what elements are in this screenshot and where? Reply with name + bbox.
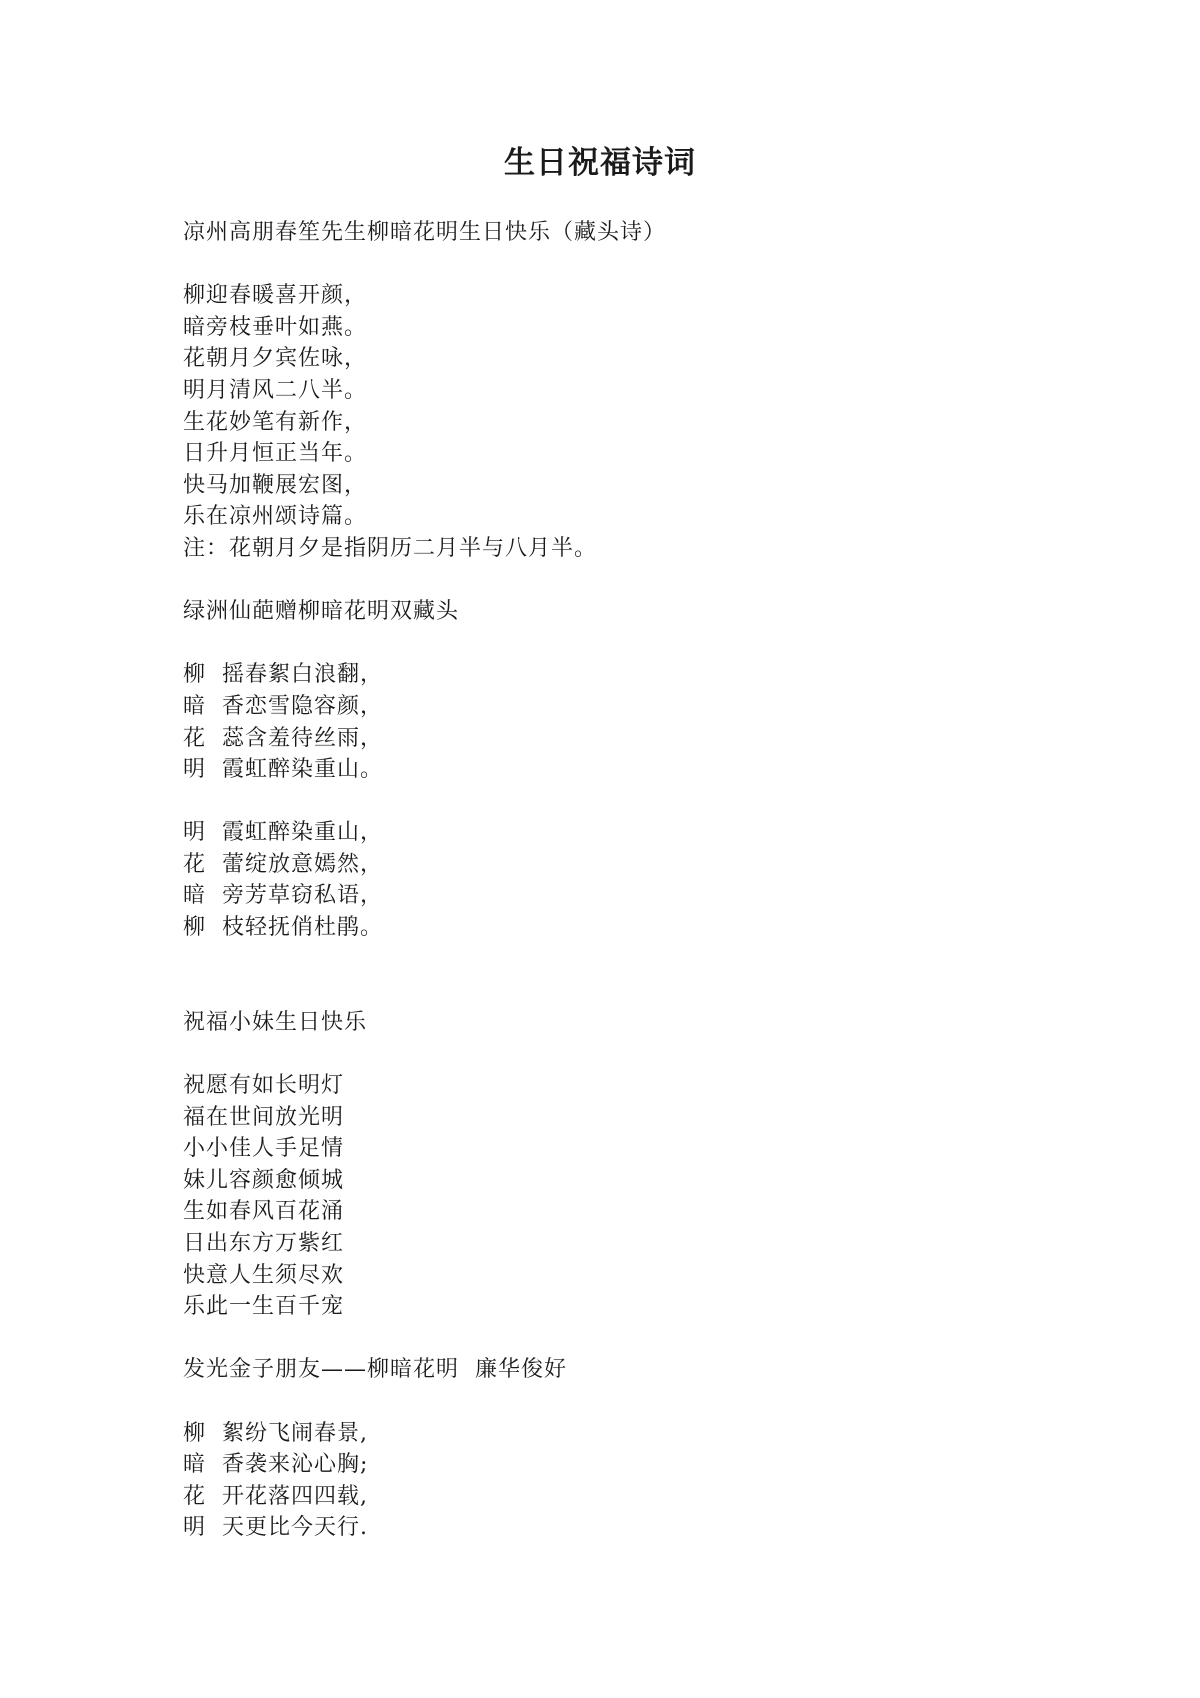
poem-note: 注：花朝月夕是指阴历二月半与八月半。 <box>183 535 598 561</box>
document-body <box>183 217 1143 1544</box>
blank-line <box>183 1323 1143 1355</box>
poem-line: 花 蕾绽放意嫣然， <box>183 851 383 877</box>
poem-line: 日出东方万紫红 <box>183 1231 345 1256</box>
section-heading: 祝福小妹生日快乐 <box>183 1009 368 1035</box>
poem-line: 妹儿容颜愈倾城 <box>183 1167 345 1193</box>
poem-line: 明 霞虹醉染重山。 <box>183 757 383 783</box>
blank-line <box>183 1038 1143 1070</box>
poem-line: 小小佳人手足情 <box>183 1136 345 1162</box>
poem-line: 明 霞虹醉染重山， <box>183 820 383 846</box>
poem-line: 花朝月夕宾佐咏， <box>183 346 368 372</box>
blank-line <box>183 786 1143 818</box>
poem-stanza <box>183 280 1143 564</box>
poem-line: 生如春风百花涌 <box>183 1199 345 1225</box>
poem-line: 暗 旁芳草窃私语， <box>183 883 383 909</box>
poem-line: 暗 香袭来沁心胸; <box>183 1452 369 1478</box>
poem-line: 乐在凉州颂诗篇。 <box>183 504 368 530</box>
section-heading: 发光金子朋友——柳暗花明 廉华俊好 <box>183 1357 567 1383</box>
poem-line: 快意人生须尽欢 <box>183 1262 345 1288</box>
poem-line: 快马加鞭展宏图， <box>183 472 368 498</box>
poem-stanza <box>183 817 1143 943</box>
poem-line: 日升月恒正当年。 <box>183 441 368 467</box>
blank-line <box>183 565 1143 597</box>
blank-line <box>183 249 1143 281</box>
blank-line <box>183 944 1143 1007</box>
blank-line <box>183 1386 1143 1418</box>
poem-line: 花 蕊含羞待丝雨， <box>183 725 383 751</box>
poem-line: 明月清风二八半。 <box>183 377 368 403</box>
poem-line: 柳 絮纷飞闹春景, <box>183 1420 368 1446</box>
poem-stanza <box>183 1070 1143 1323</box>
poem-line: 柳 摇春絮白浪翻， <box>183 662 383 688</box>
poem-line: 柳迎春暖喜开颜， <box>183 283 368 309</box>
poem-line: 花 开花落四四载, <box>183 1483 368 1509</box>
poem-line: 柳 枝轻抚俏杜鹃。 <box>183 915 383 941</box>
poem-line: 明 天更比今天行. <box>183 1515 368 1541</box>
blank-line <box>183 628 1143 660</box>
poem-stanza <box>183 659 1143 785</box>
document-title: 生日祝福诗词 <box>504 145 696 181</box>
poem-line: 祝愿有如长明灯 <box>183 1073 345 1099</box>
poem-line: 暗 香恋雪隐容颜， <box>183 693 383 719</box>
poem-line: 乐此一生百千宠 <box>183 1294 345 1320</box>
section-heading: 绿洲仙葩赠柳暗花明双藏头 <box>183 599 460 625</box>
poem-line: 暗旁枝垂叶如燕。 <box>183 314 368 340</box>
poem-line: 生花妙笔有新作， <box>183 409 368 435</box>
poem-line: 福在世间放光明 <box>183 1104 345 1130</box>
poem-stanza <box>183 1418 1143 1544</box>
section-heading: 凉州高朋春笙先生柳暗花明生日快乐（藏头诗） <box>183 220 667 245</box>
